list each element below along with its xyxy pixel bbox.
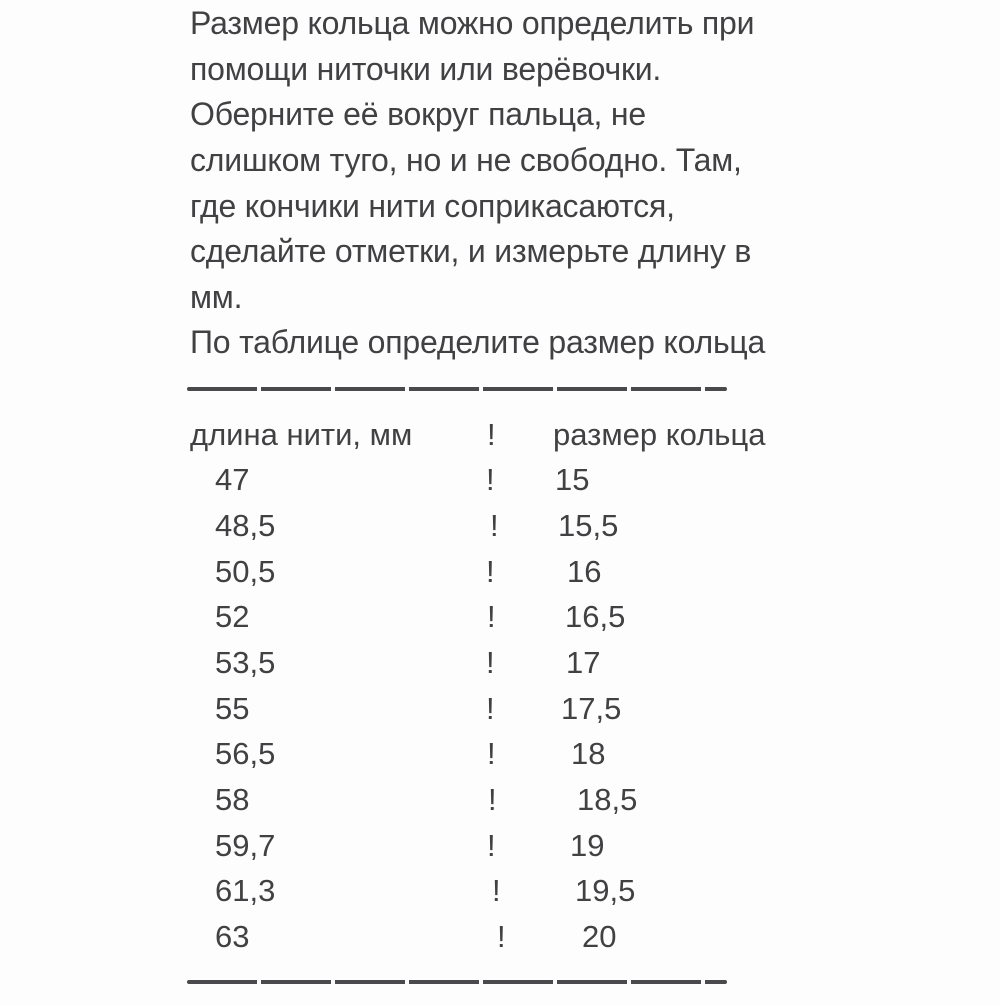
thread-length-cell: 48,5 bbox=[215, 508, 276, 544]
thread-length-cell: 55 bbox=[215, 690, 250, 726]
thread-length-cell: 47 bbox=[215, 462, 250, 498]
ring-size-cell: 18 bbox=[571, 736, 606, 772]
table-row bbox=[190, 777, 980, 823]
ring-size-cell: 19 bbox=[570, 827, 605, 863]
column-separator: ! bbox=[497, 918, 506, 954]
ring-size-cell: 17,5 bbox=[561, 690, 622, 726]
intro-text bbox=[190, 1, 980, 366]
thread-length-cell: 61,3 bbox=[215, 873, 276, 909]
column-separator: ! bbox=[486, 462, 495, 498]
table-row bbox=[190, 686, 980, 732]
ring-size-cell: 19,5 bbox=[575, 873, 636, 909]
table-row bbox=[190, 823, 980, 869]
column-separator: ! bbox=[486, 690, 495, 726]
thread-length-cell: 58 bbox=[215, 781, 250, 817]
intro-line: Оберните её вокруг пальца, не bbox=[190, 96, 646, 133]
ring-size-header: размер кольца bbox=[553, 416, 766, 452]
intro-line: сделайте отметки, и измерьте длину в bbox=[190, 233, 752, 270]
table-row bbox=[190, 549, 980, 595]
ring-size-cell: 15,5 bbox=[558, 508, 619, 544]
thread-length-cell: 59,7 bbox=[215, 827, 276, 863]
intro-line: слишком туго, но и не свободно. Там, bbox=[190, 141, 742, 178]
ring-size-table bbox=[190, 366, 980, 1005]
column-separator: ! bbox=[487, 736, 496, 772]
table-row bbox=[190, 457, 980, 503]
thread-length-cell: 50,5 bbox=[215, 553, 276, 589]
divider-line-top bbox=[190, 366, 980, 412]
table-row bbox=[190, 731, 980, 777]
divider-line-bottom bbox=[190, 959, 980, 1005]
thread-length-cell: 52 bbox=[215, 599, 250, 635]
table-row bbox=[190, 503, 980, 549]
intro-line: Размер кольца можно определить при bbox=[190, 5, 755, 41]
column-separator: ! bbox=[487, 416, 496, 452]
column-separator: ! bbox=[487, 827, 496, 863]
table-row bbox=[190, 594, 980, 640]
intro-line: мм. bbox=[190, 278, 243, 315]
ring-size-cell: 20 bbox=[582, 918, 617, 954]
table-row bbox=[190, 868, 980, 914]
ring-size-cell: 18,5 bbox=[577, 781, 638, 817]
thread-length-cell: 53,5 bbox=[215, 644, 276, 680]
page-content bbox=[190, 1, 980, 1005]
intro-line: помощи ниточки или верёвочки. bbox=[190, 50, 662, 87]
thread-length-header: длина нити, мм bbox=[190, 416, 413, 452]
table-row bbox=[190, 640, 980, 686]
table-row bbox=[190, 914, 980, 960]
thread-length-cell: 63 bbox=[215, 918, 250, 954]
column-separator: ! bbox=[488, 781, 497, 817]
intro-line: По таблице определите размер кольца bbox=[190, 324, 766, 361]
column-separator: ! bbox=[486, 644, 495, 680]
ring-size-cell: 15 bbox=[555, 462, 590, 498]
column-separator: ! bbox=[486, 553, 495, 589]
column-separator: ! bbox=[492, 873, 501, 909]
intro-line: где кончики нити соприкасаются, bbox=[190, 187, 675, 224]
ring-size-cell: 16,5 bbox=[565, 599, 626, 635]
table-header-row bbox=[190, 412, 980, 458]
column-separator: ! bbox=[490, 508, 499, 544]
column-separator: ! bbox=[487, 599, 496, 635]
thread-length-cell: 56,5 bbox=[215, 736, 276, 772]
ring-size-cell: 16 bbox=[567, 553, 602, 589]
ring-size-cell: 17 bbox=[566, 644, 601, 680]
